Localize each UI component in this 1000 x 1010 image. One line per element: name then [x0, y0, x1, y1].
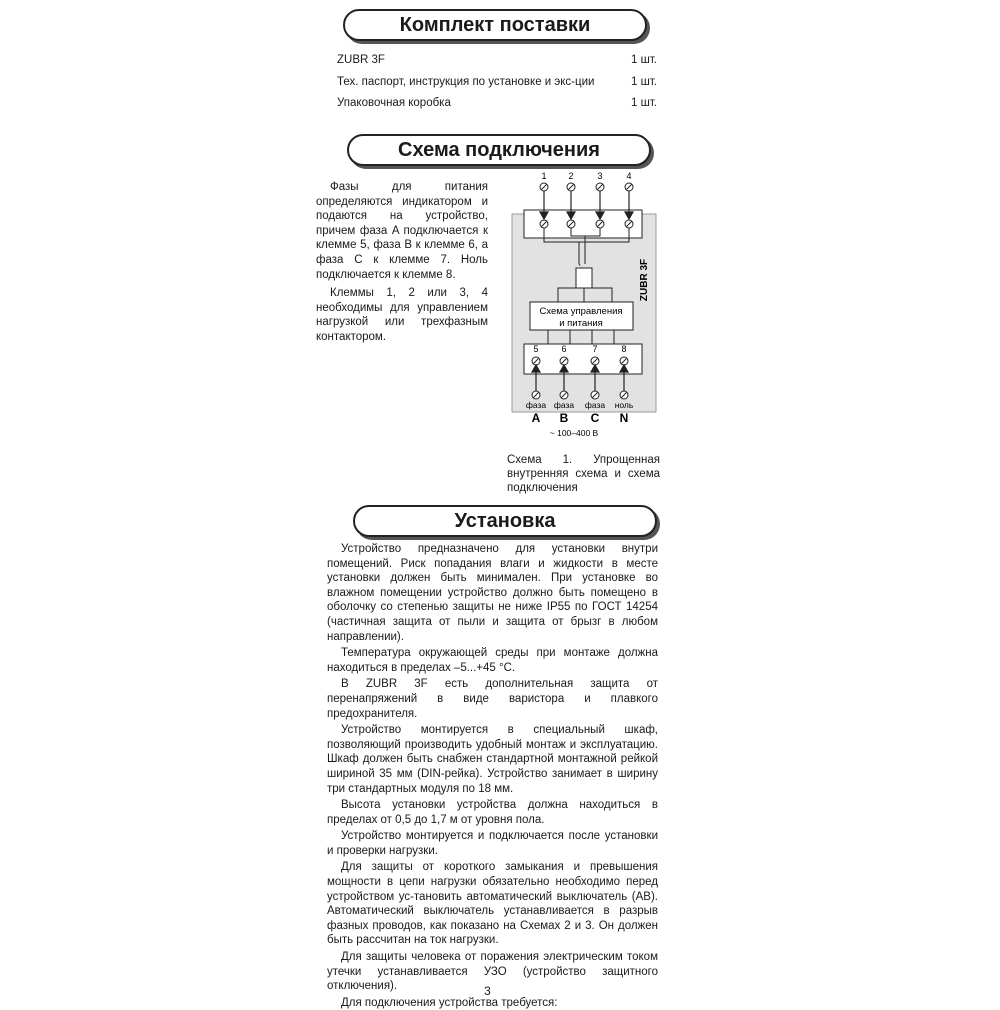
scheme-caption: Схема 1. Упрощенная внутренняя схема и схема подключения	[507, 454, 660, 494]
terminal-label-3: 3	[597, 171, 603, 181]
control-block-label: Схема управления	[539, 306, 623, 317]
install-text	[327, 542, 658, 1010]
phase-label: фаза	[584, 400, 606, 410]
kit-item-name: Упаковочная коробка	[337, 97, 451, 109]
install-paragraph: Высота установки устройства должна находиться в пределах от 0,5 до 1,7 м от уровня пола.	[327, 799, 658, 826]
install-section-title: Установка	[353, 505, 657, 537]
install-paragraph: Для защиты человека от поражения электрическим током утечки устанавливается УЗО (устройство защитного отключения).	[327, 951, 658, 993]
kit-item-name: ZUBR 3F	[337, 54, 385, 66]
install-paragraph: Устройство монтируется в специальный шкаф, позволяющий производить удобный монтаж и эксплуатацию. Шкаф должен быть снабжен стандартной монтажной рейкой шириной 35 мм (DIN-рейка). Устройство занимает в ширину три стандартных модуля по 18 мм.	[327, 724, 658, 795]
kit-row	[337, 76, 657, 88]
phase-letter: N	[619, 411, 629, 425]
phase-letter: B	[559, 411, 569, 425]
scheme-description	[316, 180, 488, 345]
kit-item-qty: 1 шт.	[630, 97, 657, 109]
scheme-paragraph: Клеммы 1, 2 или 3, 4 необходимы для управлением нагрузкой или трехфазным контактором.	[316, 287, 488, 343]
install-paragraph: Устройство монтируется и подключается после установки и проверки нагрузки.	[327, 830, 658, 857]
install-paragraph: Для подключения устройства требуется:	[341, 996, 558, 1009]
scheme-section-title: Схема подключения	[347, 134, 651, 166]
relay-coil	[576, 268, 592, 288]
voltage-label: ~ 100–400 В	[549, 428, 599, 438]
phase-label: фаза	[525, 400, 547, 410]
kit-item-qty: 1 шт.	[630, 54, 657, 66]
terminal-label-2: 2	[568, 171, 574, 181]
install-paragraph: В ZUBR 3F есть дополнительная защита от перенапряжений в виде варистора и плавкого предохранителя.	[327, 678, 658, 720]
phase-letter: A	[531, 411, 541, 425]
phase-label: ноль	[614, 400, 634, 410]
terminal-label-8: 8	[621, 344, 627, 354]
control-block-label: и питания	[559, 318, 603, 329]
terminal-label-4: 4	[626, 171, 632, 181]
wiring-diagram	[500, 168, 670, 443]
device-label: ZUBR 3F	[639, 258, 650, 302]
scheme-paragraph: Фазы для питания определяются индикатором и подаются на устройство, причем фаза A подключается к клемме 5, фаза B к клемме 6, а фаза C к клемме 7. Ноль подключается к клемме 8.	[316, 181, 488, 281]
terminal-label-6: 6	[561, 344, 567, 354]
install-paragraph: Устройство предназначено для установки внутри помещений. Риск попадания влаги и жидкости в месте установки должен быть минимален. При установке во влажном помещении устройство должно быть помещено в оболочку со степенью защиты не ниже IP55 по ГОСТ 14254 (частичная защита от пыли и защита от брызг в любом направлении).	[327, 543, 658, 643]
phase-label: фаза	[553, 400, 575, 410]
terminal-label-7: 7	[592, 344, 598, 354]
phase-letter: C	[590, 411, 600, 425]
kit-item-qty: 1 шт.	[630, 76, 657, 88]
terminal-label-1: 1	[541, 171, 547, 181]
kit-item-name: Тех. паспорт, инструкция по установке и экс-ции	[337, 76, 595, 88]
kit-row	[337, 54, 657, 66]
page-number: 3	[484, 984, 491, 998]
install-paragraph: Температура окружающей среды при монтаже должна находиться в пределах –5...+45 °C.	[327, 647, 658, 674]
terminal-label-5: 5	[533, 344, 539, 354]
kit-section-title: Комплект поставки	[343, 9, 647, 41]
install-paragraph: Для защиты от короткого замыкания и превышения мощности в цепи нагрузки обязательно необходимо перед устройством ус-тановить автоматический выключатель (АВ). Автоматический выключатель устанавливается в разрыв фазных проводов, как показано на Схемах 2 и 3. Он должен быть рассчитан на ток нагрузки.	[327, 861, 658, 947]
kit-row	[337, 97, 657, 109]
